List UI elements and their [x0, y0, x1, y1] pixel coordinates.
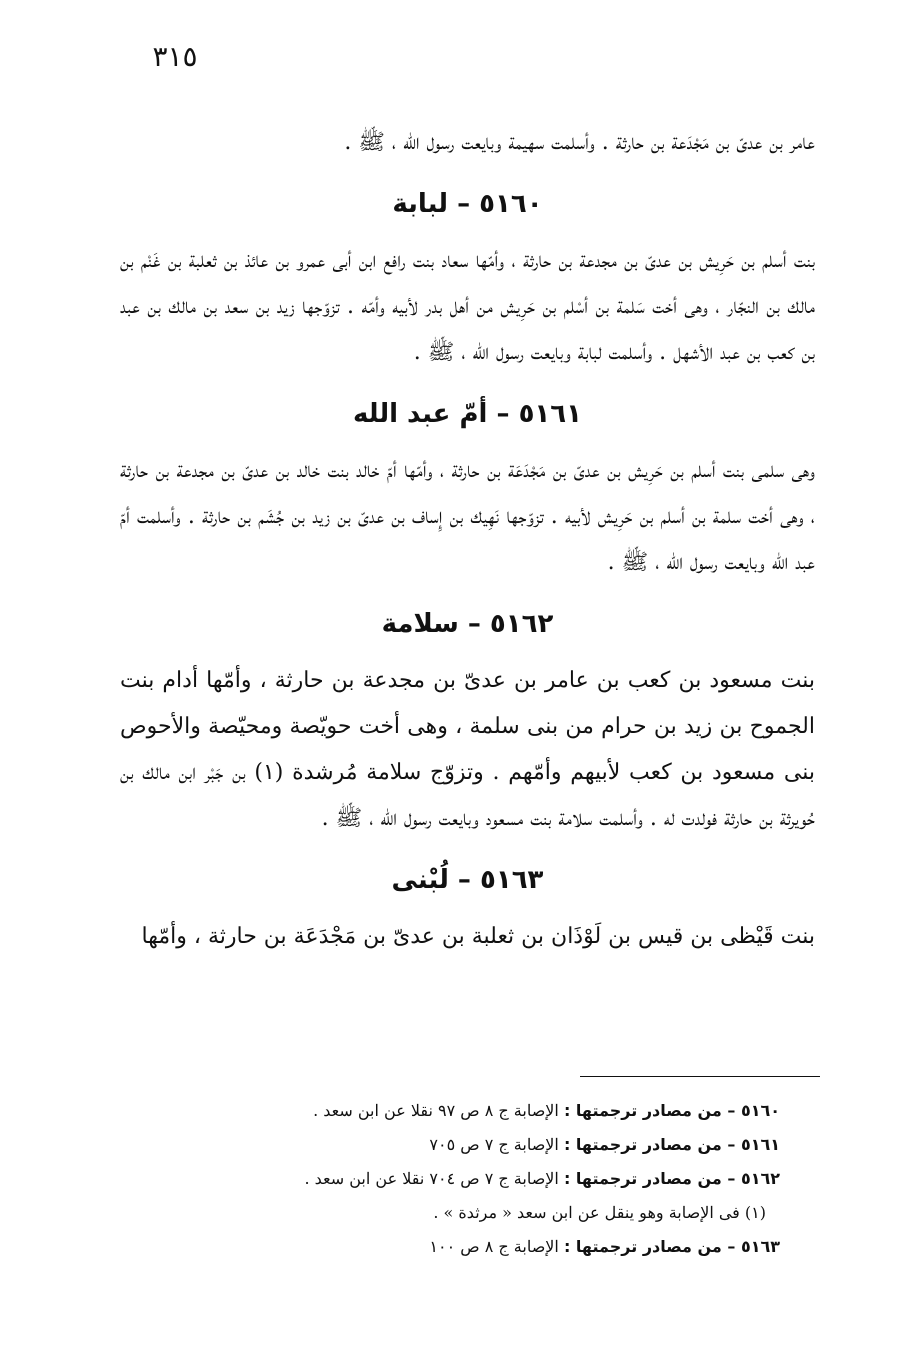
footnote-note-1	[200, 1196, 780, 1230]
footnote-label: ٥١٦٣ – من مصادر ترجمتها :	[563, 1237, 780, 1256]
intro-paragraph: عامر بن عدىّ بن مَجْدَعة بن حارثة . وأسلمت سهيمة وبايعت رسول الله ، ﷺ .	[344, 130, 815, 155]
footnote-5162	[200, 1162, 780, 1196]
entry-heading-5161: ٥١٦١ – أمّ عبد الله	[352, 399, 583, 429]
footnote-label: ٥١٦٠ – من مصادر ترجمتها :	[563, 1101, 780, 1120]
footnote-5163	[200, 1230, 780, 1264]
entry-text-5160: بنت أسلم بن حَرِيش بن عدىّ بن مجدعة بن حارثة ، وأمّها سعاد بنت رافع ابن أبى عمرو بن عائذ بن ثعلبة بن غَنْم بن مالك بن النجّار ، وهى أخت سَلمة بن أسْلم بن حَرِيش من أهل بدر لأبيه وأمّه . تزوّجها زيد بن سعد بن مالك بن عبد بن كعب بن عبد الأشهل . وأسلمت لبابة وبايعت رسول الله ، ﷺ .	[120, 248, 815, 365]
footnote-5161	[200, 1128, 780, 1162]
footnote-label: ٥١٦٢ – من مصادر ترجمتها :	[563, 1169, 780, 1188]
entry-heading-5163: ٥١٦٣ – لُبْنى	[391, 865, 544, 895]
footnote-text: الإصابة ج ٧ ص ٧٠٥	[429, 1135, 564, 1154]
main-text	[120, 120, 815, 960]
footnotes	[200, 1094, 780, 1264]
entry-heading-5162: ٥١٦٢ – سلامة	[381, 609, 554, 639]
footnote-5160	[200, 1094, 780, 1128]
entry-heading-5160: ٥١٦٠ – لبابة	[392, 189, 543, 219]
page-number: ٣١٥	[152, 40, 198, 73]
footnote-text: الإصابة ج ٨ ص ٩٧ نقلا عن ابن سعد .	[313, 1101, 564, 1120]
footnote-text: الإصابة ج ٧ ص ٧٠٤ نقلا عن ابن سعد .	[304, 1169, 564, 1188]
entry-text-5162: بنت مسعود بن كعب بن عامر بن عدىّ بن مجدعة بن حارثة ، وأمّها أدام بنت الجموح بن زيد بن حرام من بنى سلمة ، وهى أخت حويّصة ومحيّصة والأحوص بنى مسعود بن كعب لأبيهم وأمّهم . وتزوّج سلامة مُرشدة (١) بن جَبْر ابن مالك بن حُويرثة بن حارثة فولدت له . وأسلمت سلامة بنت مسعود وبايعت رسول الله ، ﷺ .	[120, 668, 816, 831]
entry-text-5161: وهى سلمى بنت أسلم بن حَرِيش بن عدىّ بن مَجْدَعَة بن حارثة ، وأمّها أمّ خالد بنت خالد بن عدىّ بن مجدعة بن حارثة ، وهى أخت سلمة بن أسلم بن حَرِيش لأبيه . تزوّجها نَهِيك بن إِساف بن عدىّ بن زيد بن جُشَم بن حارثة . وأسلمت أمّ عبد الله وبايعت رسول الله ، ﷺ .	[120, 458, 815, 575]
footnote-divider	[580, 1076, 820, 1077]
footnote-label: ٥١٦١ – من مصادر ترجمتها :	[563, 1135, 780, 1154]
footnote-text: الإصابة ج ٨ ص ١٠٠	[429, 1237, 564, 1256]
footnote-text: (١) فى الإصابة وهو ينقل عن ابن سعد « مرثدة » .	[433, 1203, 766, 1222]
entry-text-5163: بنت قَيْظى بن قيس بن لَوْذَان بن ثعلبة بن عدىّ بن مَجْدَعَة بن حارثة ، وأمّها	[141, 924, 815, 949]
